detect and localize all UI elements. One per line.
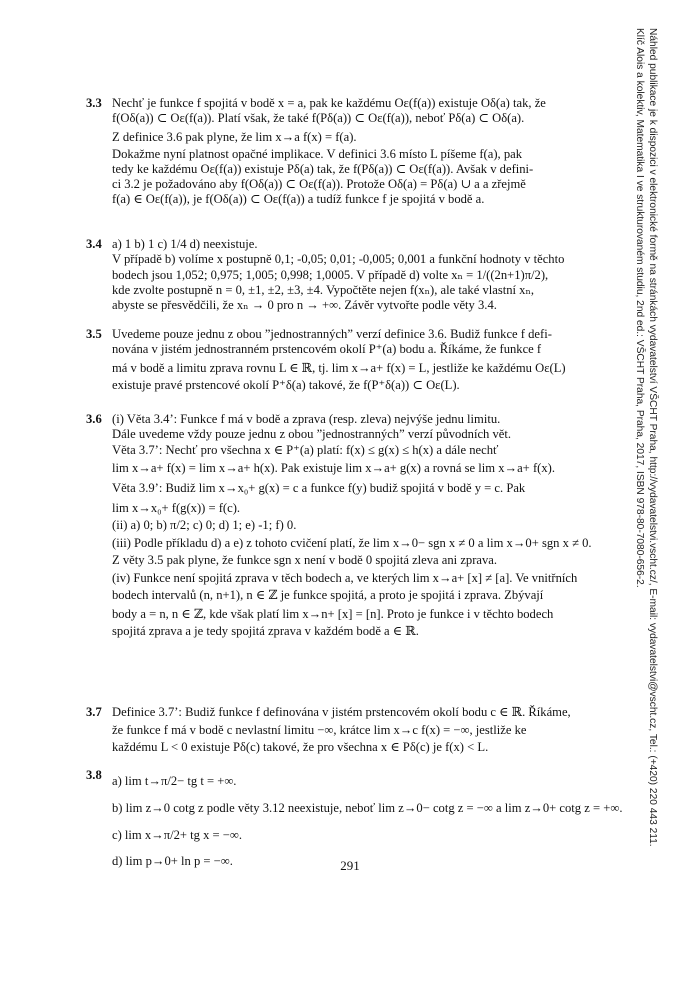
solution-3-5 [88, 327, 654, 393]
text-line: bodech jsou 1,052; 0,975; 1,005; 0,998; 1,0005. V případě d) volte xₙ = 1/((2n+1)π/2), [112, 267, 549, 282]
text-line: Dokažme nyní platnost opačné implikace. V definici 3.6 místo L píšeme f(a), pak [112, 146, 523, 161]
text-line: každému L < 0 existuje Pδ(c) takové, že pro všechna x ∈ Pδ(c) je f(x) < L. [112, 740, 489, 755]
solution-number: 3.7 [86, 705, 102, 719]
text-line: c) lim x→π/2+ tg x = −∞. [112, 828, 243, 842]
text-line: Z definice 3.6 pak plyne, že lim x→a f(x) = f(a). [112, 129, 357, 144]
solution-3-6 [88, 412, 654, 639]
text-line: Uvedeme pouze jednu z obou ”jednostranných” verzí definice 3.6. Budiž funkce f defi- [112, 327, 552, 341]
solution-number: 3.4 [86, 237, 102, 251]
text-line: bodech intervalů (n, n+1), n ∈ ℤ je funkce spojitá, a proto je spojitá i zprava. Zbývají [112, 588, 544, 603]
text-line: lim x→x₀+ f(g(x)) = f(c). [112, 500, 241, 515]
text-line: d) lim p→0+ ln p = −∞. [112, 854, 233, 868]
solution-number: 3.5 [86, 327, 102, 341]
solution-3-3 [88, 96, 654, 208]
text-line: f(Oδ(a)) ⊂ Oε(f(a)). Platí však, že také f(Pδ(a)) ⊂ Oε(f(a)), neboť Pδ(a) ⊂ Oδ(a). [112, 111, 525, 126]
solution-number: 3.8 [86, 768, 102, 782]
text-line: existuje pravé prstencové okolí P⁺δ(a) takové, že f(P⁺δ(a)) ⊂ Oε(L). [112, 377, 460, 392]
text-line: f(a) ∈ Oε(f(a)), je f(Oδ(a)) ⊂ Oε(f(a)) a tudíž funkce f je spojitá v bodě a. [112, 192, 485, 207]
text-line: Věta 3.9’: Budiž lim x→x₀+ g(x) = c a funkce f(y) budiž spojitá v bodě y = c. Pak [112, 480, 526, 495]
text-line: b) lim z→0 cotg z podle věty 3.12 neexistuje, neboť lim z→0− cotg z = −∞ a lim z→0+ cotg z = +∞. [112, 801, 623, 815]
text-line: Nechť je funkce f spojitá v bodě x = a, pak ke každému Oε(f(a)) existuje Oδ(a) tak, že [112, 96, 546, 110]
text-line: (i) Věta 3.4’: Funkce f má v bodě a zprava (resp. zleva) nejvýše jednu limitu. [112, 412, 501, 426]
text-line: ci 3.2 je požadováno aby f(Oδ(a)) ⊂ Oε(f(a)). Protože Oδ(a) = Pδ(a) ∪ a a zřejmě [112, 177, 526, 192]
side-note-line-1: Náhled publikace je k dispozici v elektronické formě na stránkách vydavatelství VŠCHT Praha, http://vydavatelstvi.vscht.cz/, E-mail: vydavatelstvi@vscht.cz, Tel.: (+420) 220 443 211. [647, 28, 658, 847]
text-line: nována v jistém jednostranném prstencovém okolí P⁺(a) bodu a. Říkáme, že funkce f [112, 342, 542, 357]
text-line: že funkce f má v bodě c nevlastní limitu −∞, krátce lim x→c f(x) = −∞, jestliže ke [112, 723, 527, 738]
text-line: kde zvolte postupně n = 0, ±1, ±2, ±3, ±4. Vypočtěte nejen f(xₙ), ale také vlastní xₙ, [112, 282, 535, 297]
text-line: spojitá zprava a je tedy spojitá zprava v každém bodě a ∈ ℝ. [112, 623, 419, 638]
text-line: V případě b) volíme x postupně 0,1; -0,05; 0,01; -0,005; 0,001 a funkční hodnoty v těchto [112, 252, 565, 267]
text-line: Definice 3.7’: Budiž funkce f definována v jistém prstencovém okolí bodu c ∈ ℝ. Říkáme, [112, 705, 571, 719]
text-line: a) 1 b) 1 c) 1/4 d) neexistuje. [112, 237, 258, 251]
solution-number: 3.3 [86, 96, 102, 110]
text-line: Věta 3.7’: Nechť pro všechna x ∈ P⁺(a) platí: f(x) ≤ g(x) ≤ h(x) a dále nechť [112, 442, 499, 457]
solution-3-4 [88, 237, 654, 313]
text-line: body a = n, n ∈ ℤ, kde však platí lim x→n+ [x] = [n]. Proto je funkce i v těchto bodech [112, 606, 554, 621]
solution-3-7 [88, 705, 654, 756]
text-line: (iii) Podle příkladu d) a e) z tohoto cvičení platí, že lim x→0− sgn x ≠ 0 a lim x→0+ sgn x ≠ 0. [112, 536, 592, 551]
solution-number: 3.6 [86, 412, 102, 426]
text-line: abyste se přesvědčili, že xₙ → 0 pro n → +∞. Závěr vytvořte podle věty 3.4. [112, 298, 497, 313]
text-line: Z věty 3.5 pak plyne, že funkce sgn x není v bodě 0 spojitá zleva ani zprava. [112, 553, 498, 568]
side-note-line-2: Klíč Alois a kolektiv, Matematika I ve strukturovaném studiu, 2nd ed.: VŠCHT Praha, Praha, 2017, ISBN 978-80-7080-656-2. [634, 28, 645, 588]
text-line: lim x→a+ f(x) = lim x→a+ h(x). Pak existuje lim x→a+ g(x) a rovná se lim x→a+ f(x). [112, 460, 555, 475]
text-line: má v bodě a limitu zprava rovnu L ∈ ℝ, tj. lim x→a+ f(x) = L, jestliže ke každému Oε(L) [112, 360, 566, 375]
text-line: Dále uvedeme vždy pouze jednu z obou ”jednostranných” verzí původních vět. [112, 427, 512, 442]
text-line: tedy ke každému Oε(f(a)) existuje Pδ(a) tak, že f(Pδ(a)) ⊂ Oε(f(a)). Avšak v defini- [112, 161, 534, 176]
text-line: (ii) a) 0; b) π/2; c) 0; d) 1; e) -1; f) 0. [112, 517, 297, 532]
text-line: (iv) Funkce není spojitá zprava v těch bodech a, ve kterých lim x→a+ [x] ≠ [a]. Ve vnitřních [112, 571, 578, 586]
text-line: a) lim t→π/2− tg t = +∞. [112, 774, 237, 788]
page-number: 291 [340, 858, 360, 873]
